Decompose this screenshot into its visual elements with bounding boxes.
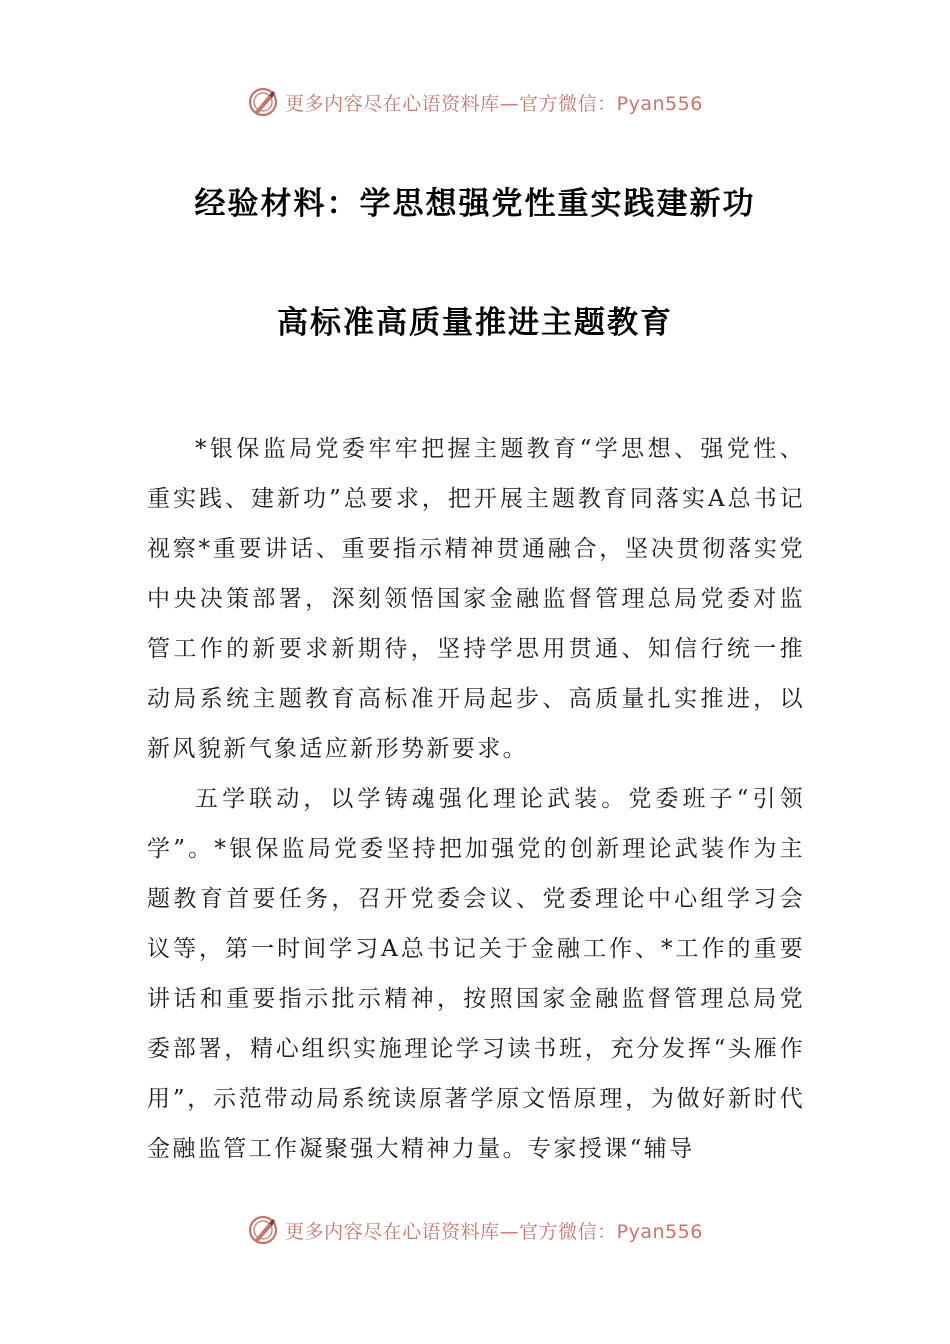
paragraph-1: *银保监局党委牢牢把握主题教育“学思想、强党性、重实践、建新功”总要求，把开展主题教育同落实A总书记视察*重要讲话、重要指示精神贯通融合，坚决贯彻落实党中央决策部署，深刻领悟国家金融监督管理总局党委对监管工作的新要求新期待，坚持学思用贯通、知信行统一推动局系统主题教育高标准开局起步、高质量扎实推进，以新风貌新气象适应新形势新要求。 [147, 436, 805, 762]
header-banner [0, 82, 950, 122]
pen-logo-icon [247, 1214, 279, 1246]
document-title-line-1: 经验材料：学思想强党性重实践建新功 [194, 186, 756, 222]
document-title-line-2: 高标准高质量推进主题教育 [277, 305, 673, 341]
document-body [147, 424, 805, 1174]
header-banner-text: 更多内容尽在心语资料库—官方微信：Pyan556 [285, 92, 703, 115]
pen-logo-icon [247, 86, 279, 118]
footer-banner-text: 更多内容尽在心语资料库—官方微信：Pyan556 [285, 1220, 703, 1243]
footer-banner [0, 1210, 950, 1250]
paragraph-2: 五学联动，以学铸魂强化理论武装。党委班子“引领学”。*银保监局党委坚持把加强党的创新理论武装作为主题教育首要任务，召开党委会议、党委理论中心组学习会议等，第一时间学习A总书记关于金融工作、*工作的重要讲话和重要指示批示精神，按照国家金融监督管理总局党委部署，精心组织实施理论学习读书班，充分发挥“头雁作用”，示范带动局系统读原著学原文悟原理，为做好新时代金融监管工作凝聚强大精神力量。专家授课“辅导 [147, 786, 805, 1162]
